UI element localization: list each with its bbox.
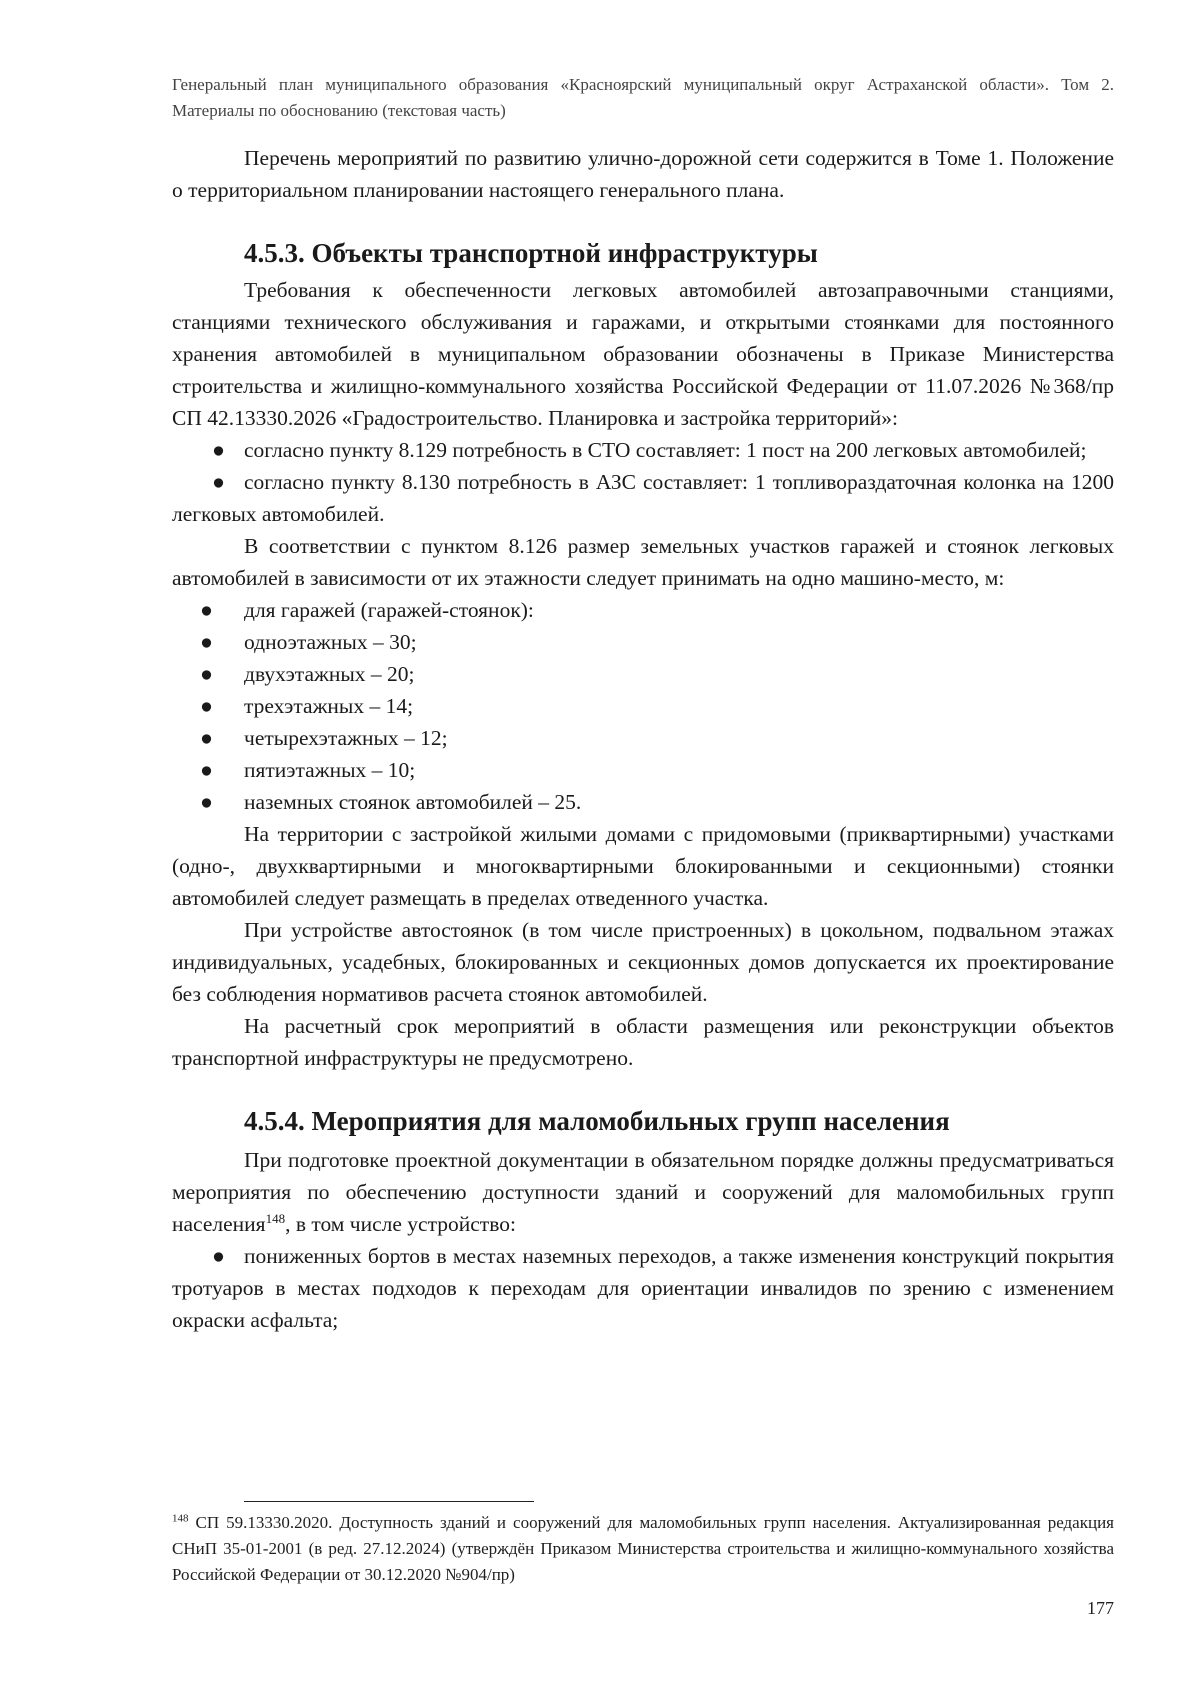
section-heading-4-5-3: 4.5.3. Объекты транспортной инфраструктуры (244, 238, 818, 268)
bullet-icon: ● (212, 470, 225, 494)
page-number: 177 (1087, 1598, 1114, 1618)
bullet-icon: ● (200, 662, 213, 686)
requirements-list (172, 434, 1114, 530)
bullet-icon: ● (200, 790, 213, 814)
footnote-reference[interactable]: 148 (265, 1210, 286, 1226)
list-item: ● одноэтажных – 30; (172, 626, 1114, 658)
footnote-text: СП 59.13330.2020. Доступность зданий и сооружений для маломобильных групп населения. Актуализированная редакция СНиП 35-01-2001 (в ред. 27.12.2024) (утверждён Приказом Министерства строительства и жилищно-коммунального хозяйства Российской Федерации от 30.12.2020 №904/пр) (172, 1513, 1114, 1584)
bullet-icon: ● (200, 630, 213, 654)
intro-paragraph: Перечень мероприятий по развитию улично-дорожной сети содержится в Томе 1. Положение о территориальном планировании настоящего генерального плана. (172, 146, 1114, 202)
paragraph: При подготовке проектной документации в обязательном порядке должны предусматриваться мероприятия по обеспечению доступности зданий и сооружений для маломобильных групп населения$^{148}$, в том числе устройство: (172, 1148, 1114, 1236)
paragraph: На расчетный срок мероприятий в области размещения или реконструкции объектов транспортной инфраструктуры не предусмотрено. (172, 1014, 1114, 1070)
footnote (172, 1510, 1114, 1588)
footnote-number: 148 (172, 1512, 189, 1525)
page-body (172, 142, 1114, 1336)
bullet-icon: ● (200, 758, 213, 782)
parking-size-list (172, 594, 1114, 818)
footnote-separator (244, 1501, 534, 1502)
bullet-icon: ● (200, 598, 213, 622)
list-item: ● трехэтажных – 14; (172, 690, 1114, 722)
bullet-icon: ● (212, 438, 225, 462)
paragraph: Требования к обеспеченности легковых автомобилей автозаправочными станциями, станциями технического обслуживания и гаражами, и открытыми стоянками для постоянного хранения автомобилей в муниципальном образовании обозначены в Приказе Министерства строительства и жилищно-коммунального хозяйства Российской Федерации от 11.07.2026 №368/пр СП 42.13330.2026 «Градостроительство. Планировка и застройка территорий»: (172, 278, 1114, 430)
paragraph: При устройстве автостоянок (в том числе пристроенных) в цокольном, подвальном этажах индивидуальных, усадебных, блокированных и секционных домов допускается их проектирование без соблюдения нормативов расчета стоянок автомобилей. (172, 918, 1114, 1006)
bullet-icon: ● (212, 1244, 225, 1268)
accessibility-list (172, 1240, 1114, 1336)
list-item: ● пятиэтажных – 10; (172, 754, 1114, 786)
running-header: Генеральный план муниципального образования «Красноярский муниципальный округ Астраханской области». Том 2. Материалы по обоснованию (текстовая часть) (172, 75, 1114, 120)
section-heading-4-5-4: 4.5.4. Мероприятия для маломобильных групп населения (244, 1106, 950, 1136)
paragraph: В соответствии с пунктом 8.126 размер земельных участков гаражей и стоянок легковых автомобилей в зависимости от их этажности следует принимать на одно машино-место, м: (172, 534, 1114, 590)
list-item: ● для гаражей (гаражей-стоянок): (172, 594, 1114, 626)
list-item: ● пониженных бортов в местах наземных переходов, а также изменения конструкций покрытия тротуаров в местах подходов к переходам для ориентации инвалидов по зрению с изменением окраски асфальта; (172, 1240, 1114, 1336)
list-item: ● наземных стоянок автомобилей – 25. (172, 786, 1114, 818)
list-item: ● согласно пункту 8.130 потребность в АЗС составляет: 1 топливораздаточная колонка на 1200 легковых автомобилей. (172, 466, 1114, 530)
paragraph: На территории с застройкой жилыми домами с придомовыми (приквартирными) участками (одно-, двухквартирными и многоквартирными блокированными и секционными) стоянки автомобилей следует размещать в пределах отведенного участка. (172, 822, 1114, 910)
list-item: ● согласно пункту 8.129 потребность в СТО составляет: 1 пост на 200 легковых автомобилей; (172, 434, 1114, 466)
list-item: ● четырехэтажных – 12; (172, 722, 1114, 754)
bullet-icon: ● (200, 694, 213, 718)
list-item: ● двухэтажных – 20; (172, 658, 1114, 690)
bullet-icon: ● (200, 726, 213, 750)
